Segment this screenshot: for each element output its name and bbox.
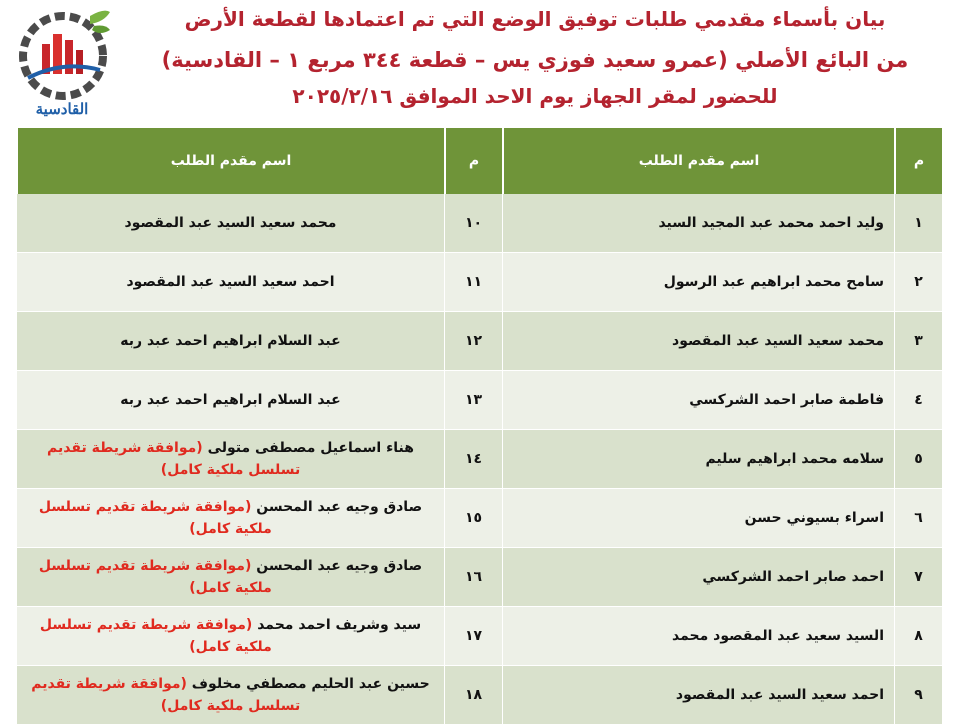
document-header bbox=[120, 2, 950, 112]
approval-condition-note: (موافقة شريطة تقديم تسلسل ملكية كامل) bbox=[38, 499, 272, 537]
applicant-cell bbox=[17, 430, 445, 489]
row-number: ١٣ bbox=[445, 371, 503, 430]
row-number: ٣ bbox=[895, 312, 943, 371]
applicant-name: احمد سعيد السيد عبد المقصود bbox=[503, 666, 895, 725]
row-number: ٥ bbox=[895, 430, 943, 489]
table-row bbox=[17, 607, 943, 666]
applicant-cell bbox=[17, 489, 445, 548]
applicant-cell bbox=[17, 607, 445, 666]
applicant-cell bbox=[17, 371, 445, 430]
table-row bbox=[17, 548, 943, 607]
table-body bbox=[17, 194, 943, 725]
row-number: ١٠ bbox=[445, 194, 503, 253]
row-number: ١٧ bbox=[445, 607, 503, 666]
applicant-cell bbox=[17, 548, 445, 607]
row-number: ٢ bbox=[895, 253, 943, 312]
applicant-name: هناء اسماعيل مصطفى متولى bbox=[207, 440, 414, 456]
row-number: ١٥ bbox=[445, 489, 503, 548]
applicant-name: احمد سعيد السيد عبد المقصود bbox=[126, 274, 335, 290]
header-num-right: م bbox=[895, 128, 943, 194]
applicant-name: سلامه محمد ابراهيم سليم bbox=[503, 430, 895, 489]
table-row bbox=[17, 489, 943, 548]
applicant-name: محمد سعيد السيد عبد المقصود bbox=[503, 312, 895, 371]
applicant-name: فاطمة صابر احمد الشركسي bbox=[503, 371, 895, 430]
applicant-name: اسراء بسيوني حسن bbox=[503, 489, 895, 548]
row-number: ٤ bbox=[895, 371, 943, 430]
row-number: ٧ bbox=[895, 548, 943, 607]
row-number: ٨ bbox=[895, 607, 943, 666]
row-number: ١٢ bbox=[445, 312, 503, 371]
table-row bbox=[17, 194, 943, 253]
approval-condition-note: (موافقة شريطة تقديم تسلسل ملكية كامل) bbox=[39, 617, 272, 655]
applicant-cell bbox=[17, 194, 445, 253]
row-number: ١٨ bbox=[445, 666, 503, 725]
applicant-cell bbox=[17, 312, 445, 371]
applicant-name: احمد صابر احمد الشركسي bbox=[503, 548, 895, 607]
table-row bbox=[17, 666, 943, 725]
row-number: ١١ bbox=[445, 253, 503, 312]
header-name-right: اسم مقدم الطلب bbox=[503, 128, 895, 194]
row-number: ١ bbox=[895, 194, 943, 253]
row-number: ١٤ bbox=[445, 430, 503, 489]
header-line-3: للحضور لمقر الجهاز يوم الاحد الموافق ٢٠٢٥/٢/١٦ bbox=[292, 84, 778, 108]
applicant-name: سيد وشريف احمد محمد bbox=[257, 617, 422, 633]
row-number: ١٦ bbox=[445, 548, 503, 607]
applicant-name: صادق وجيه عبد المحسن bbox=[256, 558, 423, 574]
logo-city-label: القادسية bbox=[35, 100, 89, 118]
table-header-row bbox=[17, 128, 943, 194]
header-line-2: من البائع الأصلي (عمرو سعيد فوزي يس – قطعة ٣٤٤ مربع ١ – القادسية) bbox=[161, 48, 909, 72]
approval-condition-note: (موافقة شريطة تقديم تسلسل ملكية كامل) bbox=[38, 558, 272, 596]
row-number: ٩ bbox=[895, 666, 943, 725]
table-row bbox=[17, 253, 943, 312]
table-row bbox=[17, 312, 943, 371]
approval-condition-note: (موافقة شريطة تقديم تسلسل ملكية كامل) bbox=[31, 676, 301, 714]
header-line-1: بيان بأسماء مقدمي طلبات توفيق الوضع التي تم اعتمادها لقطعة الأرض bbox=[184, 7, 886, 31]
applicant-name: حسين عبد الحليم مصطفي مخلوف bbox=[191, 676, 430, 692]
row-number: ٦ bbox=[895, 489, 943, 548]
applicant-name: سامح محمد ابراهيم عبد الرسول bbox=[503, 253, 895, 312]
applicant-name: وليد احمد محمد عبد المجيد السيد bbox=[503, 194, 895, 253]
applicant-name: عبد السلام ابراهيم احمد عبد ربه bbox=[120, 392, 341, 408]
applicants-table bbox=[17, 128, 943, 725]
applicant-name: عبد السلام ابراهيم احمد عبد ربه bbox=[120, 333, 341, 349]
approval-condition-note: (موافقة شريطة تقديم تسلسل ملكية كامل) bbox=[47, 440, 301, 478]
table-row bbox=[17, 430, 943, 489]
city-emblem-icon bbox=[8, 4, 118, 104]
applicant-cell bbox=[17, 253, 445, 312]
header-name-left: اسم مقدم الطلب bbox=[17, 128, 445, 194]
applicant-name: صادق وجيه عبد المحسن bbox=[256, 499, 423, 515]
header-num-left: م bbox=[445, 128, 503, 194]
table-row bbox=[17, 371, 943, 430]
applicant-cell bbox=[17, 666, 445, 725]
applicant-name: السيد سعيد عبد المقصود محمد bbox=[503, 607, 895, 666]
applicant-name: محمد سعيد السيد عبد المقصود bbox=[124, 215, 337, 231]
